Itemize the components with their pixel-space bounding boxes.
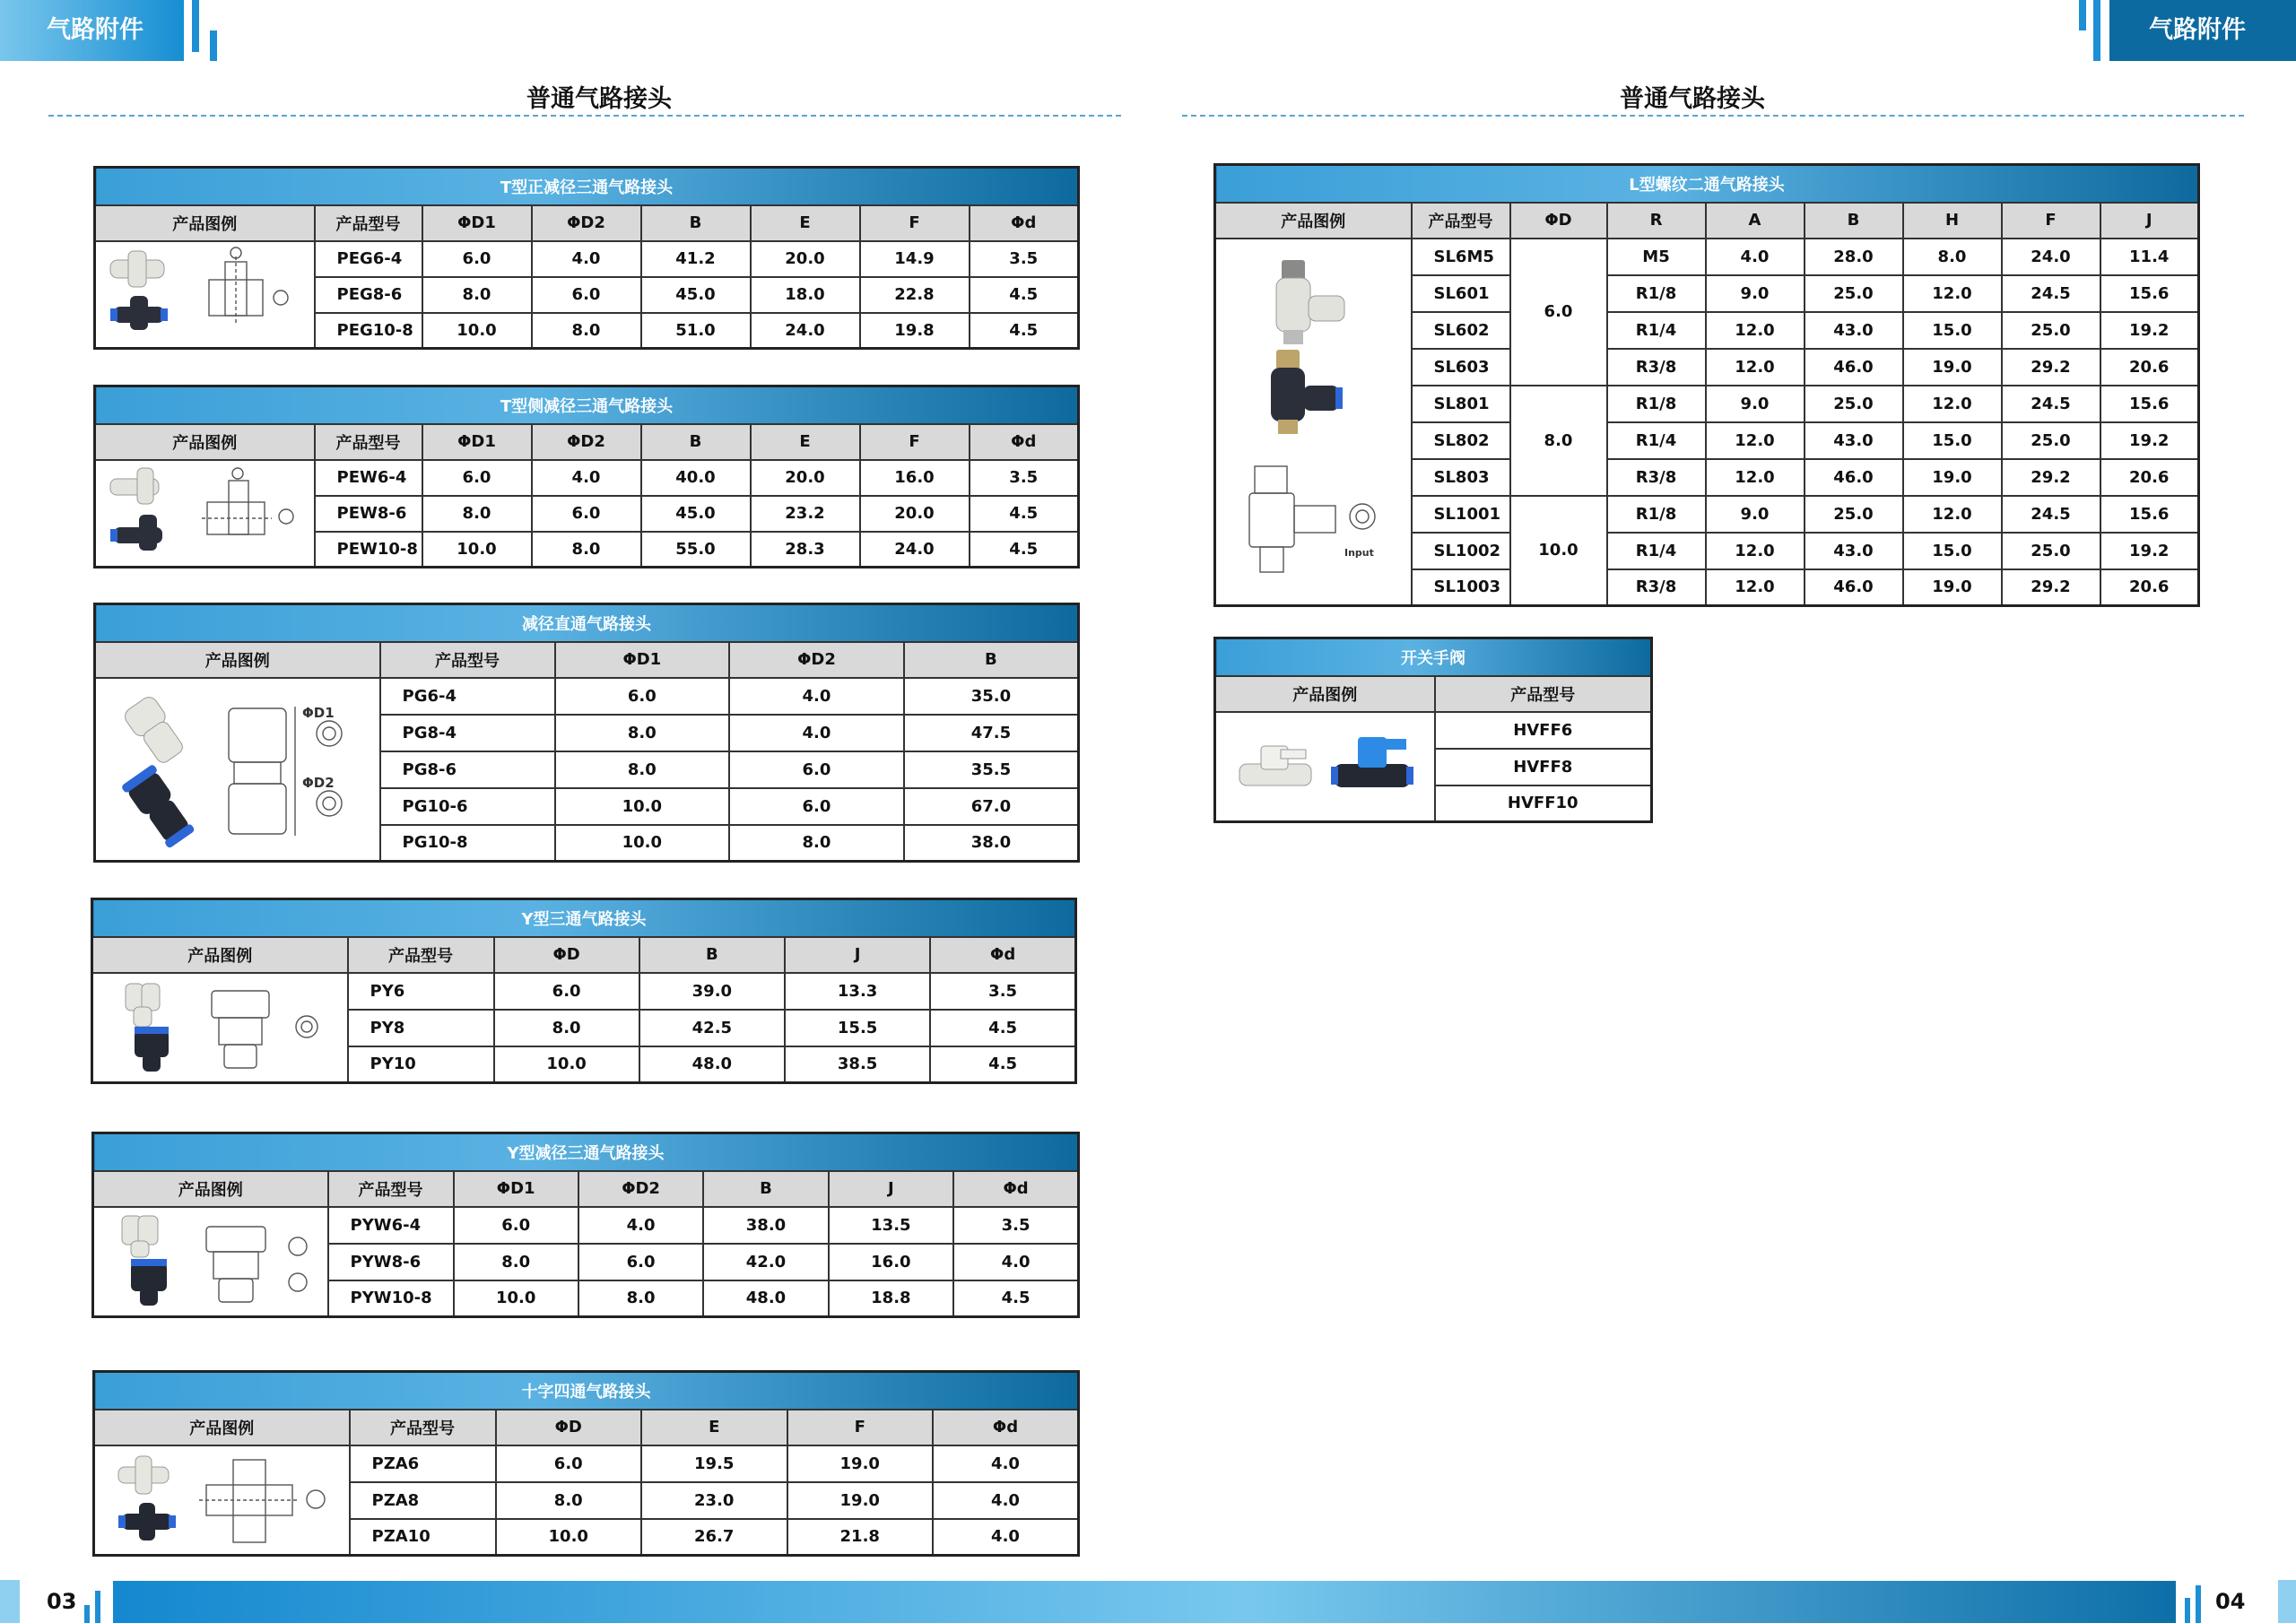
value-cell: 12.0 [1706, 422, 1805, 459]
value-cell: 29.2 [2002, 349, 2100, 386]
table-title: L型螺纹二通气路接头 [1215, 165, 2199, 203]
product-image [94, 1445, 350, 1556]
value-cell: 12.0 [1903, 496, 2002, 533]
value-cell: 15.6 [2100, 496, 2199, 533]
value-cell: 25.0 [2002, 312, 2100, 349]
col-header: 产品型号 [350, 1410, 496, 1445]
value-cell: 3.5 [970, 241, 1079, 277]
value-cell: 4.0 [933, 1445, 1079, 1482]
value-cell: 28.0 [1805, 239, 1903, 275]
col-header: 产品型号 [1412, 203, 1510, 239]
value-cell: 39.0 [639, 973, 785, 1010]
value-cell: 19.2 [2100, 312, 2199, 349]
value-cell: 11.4 [2100, 239, 2199, 275]
value-cell: 4.0 [532, 460, 641, 496]
model-cell: SL603 [1412, 349, 1510, 386]
value-cell: 19.0 [1903, 459, 2002, 496]
value-cell: 13.3 [785, 973, 930, 1010]
model-cell: PYW10-8 [328, 1280, 454, 1317]
col-header: J [2100, 203, 2199, 239]
value-cell: 19.0 [787, 1445, 934, 1482]
table-row [1215, 239, 2199, 275]
col-header: ΦD [1510, 203, 1607, 239]
value-cell: 4.0 [1706, 239, 1805, 275]
svg-text:Input: Input [1344, 547, 1375, 560]
value-cell: 46.0 [1805, 459, 1903, 496]
value-cell: 3.5 [970, 460, 1079, 496]
table-hvff [1213, 637, 1653, 823]
value-cell: 8.0 [555, 751, 730, 788]
col-header: 产品图例 [93, 1171, 328, 1207]
value-cell: 4.0 [953, 1244, 1078, 1280]
model-cell: SL1001 [1412, 496, 1510, 533]
value-cell: 10.0 [454, 1280, 578, 1317]
model-cell: SL802 [1412, 422, 1510, 459]
value-cell: 8.0 [496, 1482, 642, 1519]
col-header: E [641, 1410, 787, 1445]
col-header: R [1607, 203, 1706, 239]
col-header: ΦD1 [454, 1171, 578, 1207]
accent-bar [95, 1591, 100, 1623]
value-cell: 4.5 [970, 532, 1079, 568]
col-header: ΦD2 [729, 642, 904, 678]
value-cell: 48.0 [639, 1046, 785, 1083]
accent-bar [2196, 1585, 2201, 1623]
value-cell: 8.0 [578, 1280, 703, 1317]
value-cell: 10.0 [494, 1046, 639, 1083]
value-cell: 4.5 [970, 313, 1079, 349]
accent-bar [84, 1605, 90, 1623]
col-header: 产品图例 [95, 205, 315, 241]
hand-valve-icon [1222, 716, 1428, 818]
value-cell: 42.0 [703, 1244, 828, 1280]
value-cell: 19.8 [860, 313, 970, 349]
col-header: Φd [953, 1171, 1078, 1207]
model-cell: PG8-6 [380, 751, 555, 788]
table-sl [1213, 163, 2200, 607]
value-cell: 8.0 [494, 1010, 639, 1046]
col-header: F [2002, 203, 2100, 239]
value-cell: 47.5 [904, 715, 1079, 751]
col-header: ΦD1 [555, 642, 730, 678]
value-cell: R1/4 [1607, 533, 1706, 569]
table-py [91, 898, 1077, 1084]
value-cell: 6.0 [422, 460, 532, 496]
col-header: F [787, 1410, 934, 1445]
model-cell: SL801 [1412, 386, 1510, 422]
value-cell: 25.0 [2002, 422, 2100, 459]
value-cell: 24.0 [2002, 239, 2100, 275]
value-cell: 8.0 [422, 496, 532, 532]
value-cell: 67.0 [904, 788, 1079, 825]
value-cell: 4.5 [953, 1280, 1078, 1317]
value-cell: 20.0 [751, 241, 860, 277]
model-cell: SL602 [1412, 312, 1510, 349]
col-header: J [785, 937, 930, 973]
table-row [1215, 712, 1652, 749]
value-cell: 19.0 [1903, 569, 2002, 606]
value-cell: 13.5 [829, 1207, 953, 1244]
col-header: Φd [970, 424, 1079, 460]
section-tab-right: 气路附件 [2109, 0, 2296, 61]
value-cell: 23.2 [751, 496, 860, 532]
value-cell: 8.0 [422, 277, 532, 313]
value-cell: 12.0 [1903, 386, 2002, 422]
model-cell: HVFF10 [1435, 785, 1652, 822]
table-pg [93, 603, 1080, 863]
value-cell: 12.0 [1903, 275, 2002, 312]
model-cell: PG8-4 [380, 715, 555, 751]
value-cell: 3.5 [930, 973, 1075, 1010]
col-header: E [751, 424, 860, 460]
value-cell: 15.6 [2100, 275, 2199, 312]
value-cell: 12.0 [1706, 312, 1805, 349]
value-cell: 16.0 [829, 1244, 953, 1280]
divider [48, 115, 1121, 117]
value-cell: 10.0 [496, 1519, 642, 1556]
value-cell: 20.0 [860, 496, 970, 532]
page-number-left: 03 [47, 1589, 77, 1614]
product-image [95, 460, 315, 568]
value-cell: 28.3 [751, 532, 860, 568]
value-cell: 10.0 [422, 532, 532, 568]
value-cell: 10.0 [555, 825, 730, 862]
value-cell: 26.7 [641, 1519, 787, 1556]
value-cell: R1/4 [1607, 422, 1706, 459]
value-cell: 8.0 [454, 1244, 578, 1280]
col-header: B [904, 642, 1079, 678]
table-pew [93, 385, 1080, 568]
model-cell: PYW8-6 [328, 1244, 454, 1280]
value-cell: 24.5 [2002, 496, 2100, 533]
value-cell: 40.0 [641, 460, 751, 496]
value-cell: 20.6 [2100, 569, 2199, 606]
diameter-cell: 8.0 [1510, 386, 1607, 496]
value-cell: 8.0 [729, 825, 904, 862]
table-title: 开关手阀 [1215, 638, 1652, 676]
value-cell: R3/8 [1607, 459, 1706, 496]
col-header: Φd [933, 1410, 1079, 1445]
col-header: E [751, 205, 860, 241]
value-cell: 25.0 [1805, 275, 1903, 312]
table-title: T型正减径三通气路接头 [95, 168, 1079, 205]
col-header: B [641, 424, 751, 460]
value-cell: 19.0 [787, 1482, 934, 1519]
col-header: ΦD2 [532, 424, 641, 460]
product-image [93, 1207, 328, 1317]
value-cell: 4.5 [970, 277, 1079, 313]
value-cell: 6.0 [729, 788, 904, 825]
model-cell: PG10-8 [380, 825, 555, 862]
value-cell: R3/8 [1607, 349, 1706, 386]
value-cell: 10.0 [555, 788, 730, 825]
value-cell: 8.0 [555, 715, 730, 751]
value-cell: 19.2 [2100, 533, 2199, 569]
value-cell: 3.5 [953, 1207, 1078, 1244]
value-cell: R1/8 [1607, 496, 1706, 533]
table-title: Y型三通气路接头 [92, 899, 1076, 937]
value-cell: 48.0 [703, 1280, 828, 1317]
y-fitting-icon [99, 976, 341, 1079]
value-cell: R1/8 [1607, 275, 1706, 312]
model-cell: SL601 [1412, 275, 1510, 312]
straight-reducer-icon [103, 681, 372, 857]
value-cell: 4.0 [578, 1207, 703, 1244]
value-cell: 6.0 [422, 241, 532, 277]
value-cell: 4.5 [930, 1010, 1075, 1046]
table-pza [92, 1370, 1080, 1557]
page-title-left: 普通气路接头 [526, 85, 672, 113]
value-cell: 45.0 [641, 277, 751, 313]
model-cell: SL1002 [1412, 533, 1510, 569]
value-cell: 6.0 [729, 751, 904, 788]
value-cell: 15.0 [1903, 422, 2002, 459]
section-tab-left: 气路附件 [0, 0, 184, 61]
page-title-right: 普通气路接头 [1620, 85, 1765, 113]
product-image [1215, 239, 1412, 606]
table-title: Y型减径三通气路接头 [93, 1133, 1079, 1171]
col-header: B [703, 1171, 828, 1207]
value-cell: 16.0 [860, 460, 970, 496]
accent-bar [210, 30, 217, 61]
value-cell: 43.0 [1805, 312, 1903, 349]
col-header: F [860, 424, 970, 460]
model-cell: PG10-6 [380, 788, 555, 825]
product-image [95, 241, 315, 349]
diameter-cell: 6.0 [1510, 239, 1607, 386]
value-cell: 41.2 [641, 241, 751, 277]
value-cell: R3/8 [1607, 569, 1706, 606]
value-cell: M5 [1607, 239, 1706, 275]
value-cell: 29.2 [2002, 459, 2100, 496]
model-cell: PZA8 [350, 1482, 496, 1519]
value-cell: 6.0 [496, 1445, 642, 1482]
model-cell: PEG6-4 [315, 241, 422, 277]
value-cell: 6.0 [555, 678, 730, 715]
table-title: 十字四通气路接头 [94, 1372, 1079, 1410]
col-header: 产品型号 [1435, 676, 1652, 712]
value-cell: 21.8 [787, 1519, 934, 1556]
value-cell: 25.0 [1805, 386, 1903, 422]
col-header: ΦD [496, 1410, 642, 1445]
model-cell: SL1003 [1412, 569, 1510, 606]
col-header: 产品型号 [380, 642, 555, 678]
value-cell: 12.0 [1706, 349, 1805, 386]
value-cell: 19.5 [641, 1445, 787, 1482]
value-cell: 24.5 [2002, 386, 2100, 422]
value-cell: 12.0 [1706, 533, 1805, 569]
value-cell: 42.5 [639, 1010, 785, 1046]
flow-control-valve-icon [1219, 242, 1407, 601]
value-cell: 12.0 [1706, 459, 1805, 496]
value-cell: 25.0 [1805, 496, 1903, 533]
value-cell: 19.2 [2100, 422, 2199, 459]
col-header: Φd [930, 937, 1075, 973]
value-cell: 35.0 [904, 678, 1079, 715]
model-cell: PEW6-4 [315, 460, 422, 496]
model-cell: PEW10-8 [315, 532, 422, 568]
col-header: 产品型号 [348, 937, 494, 973]
value-cell: R1/4 [1607, 312, 1706, 349]
value-cell: 51.0 [641, 313, 751, 349]
svg-text:ΦD2: ΦD2 [301, 774, 335, 791]
product-image [95, 678, 380, 862]
col-header: Φd [970, 205, 1079, 241]
value-cell: 19.0 [1903, 349, 2002, 386]
value-cell: 35.5 [904, 751, 1079, 788]
value-cell: 8.0 [532, 532, 641, 568]
value-cell: 4.0 [729, 715, 904, 751]
accent-bar [2093, 0, 2100, 61]
model-cell: SL803 [1412, 459, 1510, 496]
col-header: 产品图例 [95, 424, 315, 460]
col-header: J [829, 1171, 953, 1207]
model-cell: PZA10 [350, 1519, 496, 1556]
value-cell: 12.0 [1706, 569, 1805, 606]
col-header: 产品图例 [1215, 203, 1412, 239]
col-header: 产品型号 [328, 1171, 454, 1207]
col-header: ΦD1 [422, 424, 532, 460]
model-cell: HVFF8 [1435, 749, 1652, 785]
side-tee-fitting-icon [101, 463, 308, 563]
table-pyw [91, 1132, 1080, 1318]
divider [1182, 115, 2244, 117]
value-cell: 6.0 [578, 1244, 703, 1280]
value-cell: 24.0 [751, 313, 860, 349]
table-row [95, 241, 1079, 277]
value-cell: 25.0 [2002, 533, 2100, 569]
col-header: ΦD2 [578, 1171, 703, 1207]
value-cell: 4.5 [970, 496, 1079, 532]
col-header: 产品图例 [92, 937, 348, 973]
value-cell: 10.0 [422, 313, 532, 349]
diameter-cell: 10.0 [1510, 496, 1607, 606]
value-cell: 8.0 [1903, 239, 2002, 275]
value-cell: 6.0 [494, 973, 639, 1010]
value-cell: 9.0 [1706, 386, 1805, 422]
model-cell: HVFF6 [1435, 712, 1652, 749]
value-cell: 20.0 [751, 460, 860, 496]
table-peg [93, 166, 1080, 350]
accent-bar [2278, 1580, 2296, 1623]
col-header: F [860, 205, 970, 241]
col-header: 产品图例 [95, 642, 380, 678]
col-header: 产品型号 [315, 424, 422, 460]
value-cell: 4.0 [933, 1519, 1079, 1556]
value-cell: 15.5 [785, 1010, 930, 1046]
model-cell: PY6 [348, 973, 494, 1010]
value-cell: 38.0 [904, 825, 1079, 862]
product-image [92, 973, 348, 1083]
footer-band [113, 1581, 2176, 1623]
col-header: B [641, 205, 751, 241]
value-cell: 20.6 [2100, 459, 2199, 496]
value-cell: 45.0 [641, 496, 751, 532]
value-cell: 18.8 [829, 1280, 953, 1317]
svg-text:ΦD1: ΦD1 [301, 704, 335, 721]
value-cell: 4.0 [729, 678, 904, 715]
value-cell: 15.0 [1903, 312, 2002, 349]
value-cell: 4.0 [532, 241, 641, 277]
col-header: H [1903, 203, 2002, 239]
value-cell: 46.0 [1805, 569, 1903, 606]
value-cell: 8.0 [532, 313, 641, 349]
value-cell: 43.0 [1805, 533, 1903, 569]
product-image [1215, 712, 1435, 822]
table-title: T型侧减径三通气路接头 [95, 386, 1079, 424]
value-cell: 24.5 [2002, 275, 2100, 312]
value-cell: 15.6 [2100, 386, 2199, 422]
table-row [93, 1207, 1079, 1244]
page-number-right: 04 [2215, 1589, 2246, 1614]
model-cell: PY10 [348, 1046, 494, 1083]
model-cell: PYW6-4 [328, 1207, 454, 1244]
value-cell: 6.0 [532, 496, 641, 532]
tee-fitting-icon [101, 244, 308, 344]
model-cell: PY8 [348, 1010, 494, 1046]
col-header: ΦD [494, 937, 639, 973]
col-header: 产品图例 [94, 1410, 350, 1445]
value-cell: 55.0 [641, 532, 751, 568]
model-cell: PG6-4 [380, 678, 555, 715]
accent-bar [192, 0, 199, 52]
value-cell: 23.0 [641, 1482, 787, 1519]
table-row [94, 1445, 1079, 1482]
value-cell: 43.0 [1805, 422, 1903, 459]
col-header: ΦD2 [532, 205, 641, 241]
table-title: 减径直通气路接头 [95, 604, 1079, 642]
model-cell: PEG10-8 [315, 313, 422, 349]
accent-bar [2185, 1598, 2190, 1623]
value-cell: R1/8 [1607, 386, 1706, 422]
col-header: A [1706, 203, 1805, 239]
model-cell: SL6M5 [1412, 239, 1510, 275]
accent-bar [0, 1580, 20, 1623]
model-cell: PZA6 [350, 1445, 496, 1482]
table-row [95, 460, 1079, 496]
value-cell: 9.0 [1706, 496, 1805, 533]
table-row [92, 973, 1076, 1010]
accent-bar [2079, 0, 2086, 30]
value-cell: 6.0 [532, 277, 641, 313]
value-cell: 4.5 [930, 1046, 1075, 1083]
value-cell: 15.0 [1903, 533, 2002, 569]
value-cell: 20.6 [2100, 349, 2199, 386]
value-cell: 18.0 [751, 277, 860, 313]
col-header: 产品型号 [315, 205, 422, 241]
value-cell: 14.9 [860, 241, 970, 277]
value-cell: 6.0 [454, 1207, 578, 1244]
value-cell: 38.5 [785, 1046, 930, 1083]
col-header: B [639, 937, 785, 973]
y-reducer-icon [99, 1211, 323, 1313]
cross-fitting-icon [100, 1449, 343, 1551]
table-row [95, 678, 1079, 715]
value-cell: 9.0 [1706, 275, 1805, 312]
col-header: B [1805, 203, 1903, 239]
value-cell: 29.2 [2002, 569, 2100, 606]
value-cell: 38.0 [703, 1207, 828, 1244]
value-cell: 24.0 [860, 532, 970, 568]
value-cell: 46.0 [1805, 349, 1903, 386]
col-header: ΦD1 [422, 205, 532, 241]
value-cell: 22.8 [860, 277, 970, 313]
model-cell: PEG8-6 [315, 277, 422, 313]
model-cell: PEW8-6 [315, 496, 422, 532]
value-cell: 4.0 [933, 1482, 1079, 1519]
col-header: 产品图例 [1215, 676, 1435, 712]
